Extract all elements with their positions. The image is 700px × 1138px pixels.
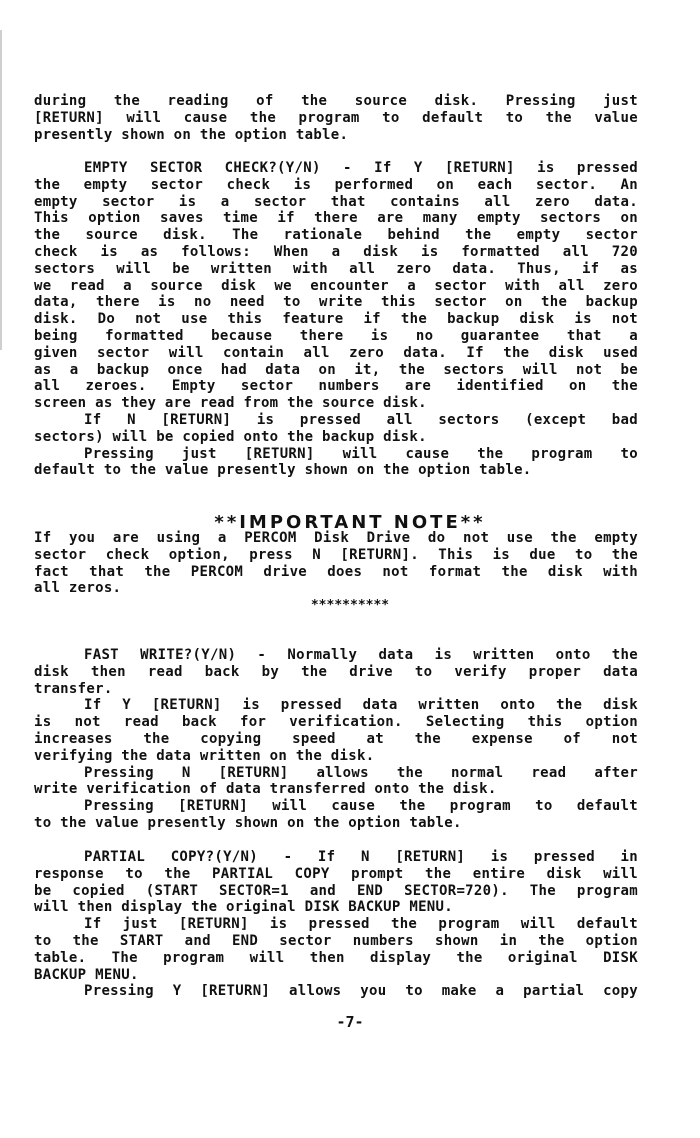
text-line: sector check option, press N [RETURN]. This is due to the bbox=[34, 546, 638, 563]
text-line: Pressing N [RETURN] allows the normal read after bbox=[84, 764, 638, 781]
text-line: Pressing Y [RETURN] allows you to make a partial copy bbox=[84, 983, 638, 1000]
text-line: to the value presently shown on the option table. bbox=[34, 814, 462, 831]
text-line: table. The program will then display the original DISK bbox=[34, 949, 638, 966]
paragraph-important-note bbox=[34, 530, 638, 597]
text-line: fact that the PERCOM drive does not format the disk with bbox=[34, 563, 638, 580]
text-line: disk. Do not use this feature if the backup disk is not bbox=[34, 311, 638, 328]
text-line: given sector will contain all zero data. If the disk used bbox=[34, 344, 638, 361]
paragraph-partial-copy bbox=[34, 849, 638, 1000]
text-line: BACKUP MENU. bbox=[34, 966, 139, 983]
important-note-heading: **IMPORTANT NOTE** bbox=[214, 512, 486, 533]
text-line: This option saves time if there are many empty sectors on bbox=[34, 210, 638, 227]
page-number: -7- bbox=[336, 1013, 364, 1031]
text-line: If Y [RETURN] is pressed data written onto the disk bbox=[84, 697, 638, 714]
text-line: Pressing just [RETURN] will cause the program to bbox=[84, 445, 638, 462]
text-line: during the reading of the source disk. Pressing just bbox=[34, 93, 638, 109]
text-line: If N [RETURN] is pressed all sectors (except bad bbox=[84, 411, 638, 428]
margin-mark bbox=[0, 30, 2, 350]
text-line: sectors will be written with all zero data. Thus, if as bbox=[34, 260, 638, 277]
paragraph-fast-write bbox=[34, 647, 638, 832]
text-line: empty sector is a sector that contains all zero data. bbox=[34, 193, 638, 210]
paragraph-intro bbox=[34, 93, 638, 143]
text-line: write verification of data transferred onto the disk. bbox=[34, 781, 497, 798]
text-line: being formatted because there is no guarantee that a bbox=[34, 327, 638, 344]
text-line: is not read back for verification. Selecting this option bbox=[34, 714, 638, 731]
stars-divider: ********** bbox=[310, 598, 390, 613]
text-line: the empty sector check is performed on each sector. An bbox=[34, 176, 638, 193]
text-line: all zeroes. Empty sector numbers are identified on the bbox=[34, 378, 638, 395]
text-line: as a backup once had data on it, the sectors will not be bbox=[34, 361, 638, 378]
text-line: Pressing [RETURN] will cause the program to default bbox=[84, 798, 638, 815]
text-line: If you are using a PERCOM Disk Drive do not use the empty bbox=[34, 530, 638, 546]
text-line: sectors) will be copied onto the backup disk. bbox=[34, 428, 427, 445]
text-line: PARTIAL COPY?(Y/N) - If N [RETURN] is pressed in bbox=[84, 849, 638, 865]
text-line: transfer. bbox=[34, 680, 113, 697]
text-line: check is as follows: When a disk is formatted all 720 bbox=[34, 243, 638, 260]
text-line: the source disk. The rationale behind the empty sector bbox=[34, 227, 638, 244]
text-line: data, there is no need to write this sector on the backup bbox=[34, 294, 638, 311]
text-line: will then display the original DISK BACKUP MENU. bbox=[34, 899, 453, 916]
text-line: be copied (START SECTOR=1 and END SECTOR=720). The program bbox=[34, 882, 638, 899]
text-line: presently shown on the option table. bbox=[34, 126, 349, 143]
text-line: disk then read back by the drive to verify proper data bbox=[34, 663, 638, 680]
text-line: FAST WRITE?(Y/N) - Normally data is written onto the bbox=[84, 647, 638, 663]
text-line: all zeros. bbox=[34, 580, 122, 597]
text-line: If just [RETURN] is pressed the program will default bbox=[84, 916, 638, 933]
text-line: verifying the data written on the disk. bbox=[34, 747, 375, 764]
text-line: screen as they are read from the source disk. bbox=[34, 395, 427, 412]
text-line: increases the copying speed at the expense of not bbox=[34, 730, 638, 747]
text-line: [RETURN] will cause the program to default to the value bbox=[34, 109, 638, 126]
text-line: response to the PARTIAL COPY prompt the entire disk will bbox=[34, 865, 638, 882]
text-line: we read a source disk we encounter a sector with all zero bbox=[34, 277, 638, 294]
paragraph-empty-sector-check bbox=[34, 160, 638, 479]
text-line: to the START and END sector numbers shown in the option bbox=[34, 932, 638, 949]
text-line: EMPTY SECTOR CHECK?(Y/N) - If Y [RETURN] is pressed bbox=[84, 160, 638, 176]
text-line: default to the value presently shown on the option table. bbox=[34, 462, 532, 479]
